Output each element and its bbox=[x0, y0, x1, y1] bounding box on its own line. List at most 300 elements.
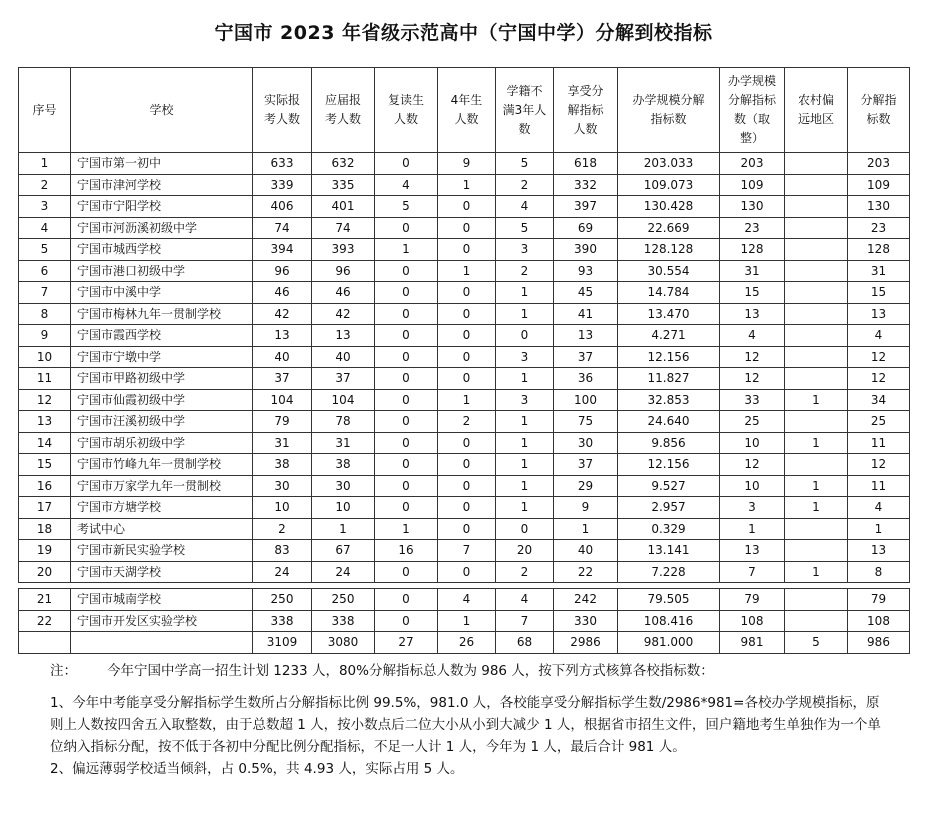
cell-four: 1 bbox=[438, 389, 496, 411]
table-row bbox=[19, 368, 910, 390]
cell-eligible: 100 bbox=[554, 389, 618, 411]
cell-scale: 11.827 bbox=[618, 368, 720, 390]
table-row bbox=[19, 610, 910, 632]
cell-scale-int: 23 bbox=[720, 217, 785, 239]
cell-school: 宁国市宁墩中学 bbox=[71, 346, 253, 368]
cell-fresh: 42 bbox=[312, 303, 375, 325]
cell-rural bbox=[785, 239, 848, 261]
cell-four: 1 bbox=[438, 174, 496, 196]
header-cell: 序号 bbox=[19, 68, 71, 153]
cell-actual: 38 bbox=[253, 454, 312, 476]
cell-repeat: 5 bbox=[375, 196, 438, 218]
cell-four: 7 bbox=[438, 540, 496, 562]
cell-scale: 203.033 bbox=[618, 153, 720, 175]
cell-scale-int: 12 bbox=[720, 454, 785, 476]
cell-no: 3 bbox=[19, 196, 71, 218]
cell-scale: 22.669 bbox=[618, 217, 720, 239]
cell-school: 宁国市津河学校 bbox=[71, 174, 253, 196]
cell-quota: 130 bbox=[848, 196, 910, 218]
cell-scale-int: 79 bbox=[720, 589, 785, 611]
table-row bbox=[19, 239, 910, 261]
cell-fresh: 30 bbox=[312, 475, 375, 497]
cell-repeat: 0 bbox=[375, 589, 438, 611]
cell-quota: 79 bbox=[848, 589, 910, 611]
cell-repeat: 16 bbox=[375, 540, 438, 562]
cell-no bbox=[19, 632, 71, 654]
header-cell: 实际报考人数 bbox=[253, 68, 312, 153]
cell-actual: 10 bbox=[253, 497, 312, 519]
table-row bbox=[19, 303, 910, 325]
cell-short: 2 bbox=[496, 260, 554, 282]
cell-no: 16 bbox=[19, 475, 71, 497]
cell-no: 17 bbox=[19, 497, 71, 519]
cell-eligible: 390 bbox=[554, 239, 618, 261]
cell-eligible: 1 bbox=[554, 518, 618, 540]
cell-scale: 2.957 bbox=[618, 497, 720, 519]
cell-fresh: 393 bbox=[312, 239, 375, 261]
cell-short: 1 bbox=[496, 411, 554, 433]
quota-table bbox=[18, 67, 910, 654]
cell-short: 5 bbox=[496, 153, 554, 175]
cell-no: 19 bbox=[19, 540, 71, 562]
cell-school: 宁国市开发区实验学校 bbox=[71, 610, 253, 632]
cell-rural bbox=[785, 540, 848, 562]
cell-four: 0 bbox=[438, 325, 496, 347]
cell-scale-int: 4 bbox=[720, 325, 785, 347]
cell-eligible: 41 bbox=[554, 303, 618, 325]
cell-eligible: 45 bbox=[554, 282, 618, 304]
cell-scale-int: 12 bbox=[720, 346, 785, 368]
cell-no: 10 bbox=[19, 346, 71, 368]
cell-four: 1 bbox=[438, 610, 496, 632]
cell-rural bbox=[785, 325, 848, 347]
cell-rural bbox=[785, 411, 848, 433]
cell-four: 0 bbox=[438, 346, 496, 368]
cell-repeat: 0 bbox=[375, 260, 438, 282]
cell-four: 0 bbox=[438, 368, 496, 390]
header-cell: 复读生人数 bbox=[375, 68, 438, 153]
cell-repeat: 0 bbox=[375, 432, 438, 454]
cell-four: 0 bbox=[438, 217, 496, 239]
cell-rural bbox=[785, 153, 848, 175]
cell-eligible: 40 bbox=[554, 540, 618, 562]
cell-no: 11 bbox=[19, 368, 71, 390]
cell-fresh: 10 bbox=[312, 497, 375, 519]
cell-four: 26 bbox=[438, 632, 496, 654]
cell-actual: 394 bbox=[253, 239, 312, 261]
cell-rural bbox=[785, 346, 848, 368]
cell-no: 6 bbox=[19, 260, 71, 282]
cell-short: 3 bbox=[496, 239, 554, 261]
cell-repeat: 4 bbox=[375, 174, 438, 196]
cell-scale-int: 108 bbox=[720, 610, 785, 632]
cell-eligible: 29 bbox=[554, 475, 618, 497]
cell-rural bbox=[785, 282, 848, 304]
cell-scale-int: 7 bbox=[720, 561, 785, 583]
cell-scale: 128.128 bbox=[618, 239, 720, 261]
cell-quota: 128 bbox=[848, 239, 910, 261]
cell-rural bbox=[785, 589, 848, 611]
cell-actual: 24 bbox=[253, 561, 312, 583]
cell-eligible: 332 bbox=[554, 174, 618, 196]
cell-scale: 108.416 bbox=[618, 610, 720, 632]
cell-no: 2 bbox=[19, 174, 71, 196]
page-title: 宁国市 2023 年省级示范高中（宁国中学）分解到校指标 bbox=[214, 22, 713, 44]
cell-school: 宁国市中溪中学 bbox=[71, 282, 253, 304]
cell-fresh: 401 bbox=[312, 196, 375, 218]
cell-fresh: 38 bbox=[312, 454, 375, 476]
header-cell: 办学规模分解指标数（取整） bbox=[720, 68, 785, 153]
cell-short: 3 bbox=[496, 389, 554, 411]
cell-repeat: 0 bbox=[375, 497, 438, 519]
table-row bbox=[19, 174, 910, 196]
cell-four: 0 bbox=[438, 282, 496, 304]
cell-fresh: 67 bbox=[312, 540, 375, 562]
cell-quota: 34 bbox=[848, 389, 910, 411]
cell-repeat: 0 bbox=[375, 346, 438, 368]
cell-short: 0 bbox=[496, 325, 554, 347]
cell-scale-int: 25 bbox=[720, 411, 785, 433]
cell-four: 0 bbox=[438, 454, 496, 476]
table-row bbox=[19, 389, 910, 411]
cell-school: 宁国市新民实验学校 bbox=[71, 540, 253, 562]
cell-short: 20 bbox=[496, 540, 554, 562]
cell-four: 0 bbox=[438, 561, 496, 583]
table-row bbox=[19, 454, 910, 476]
cell-school: 宁国市胡乐初级中学 bbox=[71, 432, 253, 454]
cell-eligible: 618 bbox=[554, 153, 618, 175]
note-item-2: 2、偏远薄弱学校适当倾斜，占 0.5%，共 4.93 人，实际占用 5 人。 bbox=[50, 761, 464, 777]
cell-scale: 981.000 bbox=[618, 632, 720, 654]
cell-short: 1 bbox=[496, 497, 554, 519]
cell-scale: 30.554 bbox=[618, 260, 720, 282]
cell-no: 5 bbox=[19, 239, 71, 261]
cell-scale-int: 13 bbox=[720, 303, 785, 325]
cell-repeat: 0 bbox=[375, 454, 438, 476]
cell-eligible: 2986 bbox=[554, 632, 618, 654]
cell-actual: 633 bbox=[253, 153, 312, 175]
cell-short: 1 bbox=[496, 454, 554, 476]
table-row bbox=[19, 325, 910, 347]
cell-fresh: 13 bbox=[312, 325, 375, 347]
cell-school: 宁国市甲路初级中学 bbox=[71, 368, 253, 390]
cell-repeat: 0 bbox=[375, 282, 438, 304]
table-row bbox=[19, 561, 910, 583]
cell-scale: 12.156 bbox=[618, 346, 720, 368]
cell-four: 0 bbox=[438, 239, 496, 261]
cell-rural: 1 bbox=[785, 561, 848, 583]
cell-actual: 37 bbox=[253, 368, 312, 390]
cell-scale-int: 3 bbox=[720, 497, 785, 519]
cell-actual: 339 bbox=[253, 174, 312, 196]
header-cell: 享受分解指标人数 bbox=[554, 68, 618, 153]
cell-eligible: 330 bbox=[554, 610, 618, 632]
cell-school: 宁国市仙霞初级中学 bbox=[71, 389, 253, 411]
table-row bbox=[19, 411, 910, 433]
table-row bbox=[19, 518, 910, 540]
table-row bbox=[19, 540, 910, 562]
cell-four: 2 bbox=[438, 411, 496, 433]
cell-scale-int: 33 bbox=[720, 389, 785, 411]
cell-scale: 12.156 bbox=[618, 454, 720, 476]
cell-actual: 46 bbox=[253, 282, 312, 304]
cell-actual: 250 bbox=[253, 589, 312, 611]
cell-fresh: 1 bbox=[312, 518, 375, 540]
cell-no: 9 bbox=[19, 325, 71, 347]
cell-school: 宁国市汪溪初级中学 bbox=[71, 411, 253, 433]
cell-scale: 9.527 bbox=[618, 475, 720, 497]
cell-no: 7 bbox=[19, 282, 71, 304]
cell-quota: 15 bbox=[848, 282, 910, 304]
cell-short: 1 bbox=[496, 475, 554, 497]
note-intro: 注： 今年宁国中学高一招生计划 1233 人，80%分解指标总人数为 986 人，按下列方式核算各校指标数： bbox=[50, 663, 714, 679]
cell-quota: 13 bbox=[848, 540, 910, 562]
cell-actual: 104 bbox=[253, 389, 312, 411]
header-cell: 学校 bbox=[71, 68, 253, 153]
cell-eligible: 9 bbox=[554, 497, 618, 519]
cell-eligible: 69 bbox=[554, 217, 618, 239]
cell-scale-int: 13 bbox=[720, 540, 785, 562]
cell-no: 20 bbox=[19, 561, 71, 583]
cell-eligible: 22 bbox=[554, 561, 618, 583]
cell-scale-int: 109 bbox=[720, 174, 785, 196]
cell-four: 0 bbox=[438, 432, 496, 454]
cell-rural: 1 bbox=[785, 497, 848, 519]
cell-school: 宁国市港口初级中学 bbox=[71, 260, 253, 282]
cell-scale: 79.505 bbox=[618, 589, 720, 611]
cell-eligible: 37 bbox=[554, 454, 618, 476]
cell-quota: 23 bbox=[848, 217, 910, 239]
cell-quota: 11 bbox=[848, 432, 910, 454]
cell-quota: 25 bbox=[848, 411, 910, 433]
cell-four: 0 bbox=[438, 518, 496, 540]
cell-repeat: 0 bbox=[375, 389, 438, 411]
cell-no: 1 bbox=[19, 153, 71, 175]
cell-actual: 30 bbox=[253, 475, 312, 497]
cell-eligible: 30 bbox=[554, 432, 618, 454]
cell-four: 0 bbox=[438, 497, 496, 519]
cell-repeat: 1 bbox=[375, 518, 438, 540]
cell-fresh: 37 bbox=[312, 368, 375, 390]
table-row bbox=[19, 432, 910, 454]
cell-eligible: 397 bbox=[554, 196, 618, 218]
cell-school: 宁国市天湖学校 bbox=[71, 561, 253, 583]
cell-scale-int: 10 bbox=[720, 475, 785, 497]
table-row bbox=[19, 346, 910, 368]
cell-fresh: 335 bbox=[312, 174, 375, 196]
table-row bbox=[19, 260, 910, 282]
cell-scale-int: 130 bbox=[720, 196, 785, 218]
cell-eligible: 36 bbox=[554, 368, 618, 390]
cell-scale: 13.141 bbox=[618, 540, 720, 562]
cell-quota: 109 bbox=[848, 174, 910, 196]
cell-no: 22 bbox=[19, 610, 71, 632]
cell-repeat: 0 bbox=[375, 368, 438, 390]
cell-scale: 4.271 bbox=[618, 325, 720, 347]
cell-eligible: 37 bbox=[554, 346, 618, 368]
cell-no: 21 bbox=[19, 589, 71, 611]
cell-short: 1 bbox=[496, 368, 554, 390]
cell-short: 3 bbox=[496, 346, 554, 368]
cell-scale: 0.329 bbox=[618, 518, 720, 540]
cell-scale-int: 31 bbox=[720, 260, 785, 282]
cell-quota: 12 bbox=[848, 454, 910, 476]
cell-fresh: 96 bbox=[312, 260, 375, 282]
cell-scale-int: 15 bbox=[720, 282, 785, 304]
cell-quota: 31 bbox=[848, 260, 910, 282]
cell-rural bbox=[785, 217, 848, 239]
cell-quota: 203 bbox=[848, 153, 910, 175]
cell-eligible: 242 bbox=[554, 589, 618, 611]
cell-school: 考试中心 bbox=[71, 518, 253, 540]
cell-fresh: 40 bbox=[312, 346, 375, 368]
cell-short: 1 bbox=[496, 432, 554, 454]
cell-scale: 7.228 bbox=[618, 561, 720, 583]
cell-scale: 13.470 bbox=[618, 303, 720, 325]
cell-short: 1 bbox=[496, 282, 554, 304]
cell-scale-int: 128 bbox=[720, 239, 785, 261]
cell-fresh: 250 bbox=[312, 589, 375, 611]
cell-four: 9 bbox=[438, 153, 496, 175]
table-row bbox=[19, 475, 910, 497]
cell-short: 0 bbox=[496, 518, 554, 540]
cell-eligible: 93 bbox=[554, 260, 618, 282]
header-cell: 应届报考人数 bbox=[312, 68, 375, 153]
table-row bbox=[19, 497, 910, 519]
cell-short: 2 bbox=[496, 174, 554, 196]
cell-scale-int: 10 bbox=[720, 432, 785, 454]
header-cell: 农村偏远地区 bbox=[785, 68, 848, 153]
header-cell: 学籍不满3年人数 bbox=[496, 68, 554, 153]
cell-rural bbox=[785, 196, 848, 218]
cell-fresh: 338 bbox=[312, 610, 375, 632]
cell-scale: 109.073 bbox=[618, 174, 720, 196]
total-row bbox=[19, 632, 910, 654]
cell-eligible: 13 bbox=[554, 325, 618, 347]
cell-rural bbox=[785, 260, 848, 282]
cell-quota: 11 bbox=[848, 475, 910, 497]
cell-repeat: 0 bbox=[375, 475, 438, 497]
cell-school: 宁国市万家学九年一贯制校 bbox=[71, 475, 253, 497]
cell-repeat: 0 bbox=[375, 610, 438, 632]
cell-repeat: 0 bbox=[375, 303, 438, 325]
cell-repeat: 0 bbox=[375, 153, 438, 175]
cell-rural bbox=[785, 610, 848, 632]
cell-short: 1 bbox=[496, 303, 554, 325]
cell-rural bbox=[785, 454, 848, 476]
cell-scale: 32.853 bbox=[618, 389, 720, 411]
cell-fresh: 74 bbox=[312, 217, 375, 239]
cell-quota: 4 bbox=[848, 497, 910, 519]
cell-rural bbox=[785, 518, 848, 540]
table-row bbox=[19, 282, 910, 304]
cell-short: 4 bbox=[496, 589, 554, 611]
cell-actual: 3109 bbox=[253, 632, 312, 654]
cell-repeat: 0 bbox=[375, 217, 438, 239]
cell-rural bbox=[785, 303, 848, 325]
note-item-1: 1、今年中考能享受分解指标学生数所占分解指标比例 99.5%，981.0 人，各校能享受分解指标学生数/2986*981=各校办学规模指标，原则上人数按四舍五入取整数，由于总数超 1 人，按小数点后二位大小从小到大减少 1 人，根据省市招生文件，回户籍地考生单独作为一个单位纳入指标分配，按不低于各初中分配比例分配指标，不足一人计 1 人，今年为 1 人，最后合计 981 人。 bbox=[50, 695, 881, 755]
cell-short: 68 bbox=[496, 632, 554, 654]
cell-eligible: 75 bbox=[554, 411, 618, 433]
cell-rural bbox=[785, 368, 848, 390]
cell-rural: 1 bbox=[785, 432, 848, 454]
cell-repeat: 0 bbox=[375, 561, 438, 583]
cell-no: 12 bbox=[19, 389, 71, 411]
cell-fresh: 24 bbox=[312, 561, 375, 583]
notes-section bbox=[50, 660, 890, 780]
cell-fresh: 31 bbox=[312, 432, 375, 454]
cell-rural: 1 bbox=[785, 475, 848, 497]
cell-scale: 24.640 bbox=[618, 411, 720, 433]
cell-fresh: 3080 bbox=[312, 632, 375, 654]
cell-no: 14 bbox=[19, 432, 71, 454]
cell-no: 13 bbox=[19, 411, 71, 433]
cell-quota: 986 bbox=[848, 632, 910, 654]
cell-repeat: 0 bbox=[375, 411, 438, 433]
cell-quota: 12 bbox=[848, 346, 910, 368]
cell-actual: 31 bbox=[253, 432, 312, 454]
cell-school: 宁国市梅林九年一贯制学校 bbox=[71, 303, 253, 325]
cell-actual: 13 bbox=[253, 325, 312, 347]
cell-school bbox=[71, 632, 253, 654]
cell-four: 4 bbox=[438, 589, 496, 611]
cell-scale: 130.428 bbox=[618, 196, 720, 218]
cell-rural: 5 bbox=[785, 632, 848, 654]
table-row bbox=[19, 217, 910, 239]
table-row bbox=[19, 589, 910, 611]
cell-short: 4 bbox=[496, 196, 554, 218]
cell-scale-int: 1 bbox=[720, 518, 785, 540]
cell-scale-int: 981 bbox=[720, 632, 785, 654]
cell-actual: 74 bbox=[253, 217, 312, 239]
cell-four: 1 bbox=[438, 260, 496, 282]
cell-actual: 40 bbox=[253, 346, 312, 368]
cell-school: 宁国市城西学校 bbox=[71, 239, 253, 261]
cell-short: 5 bbox=[496, 217, 554, 239]
cell-actual: 83 bbox=[253, 540, 312, 562]
cell-actual: 42 bbox=[253, 303, 312, 325]
cell-school: 宁国市河沥溪初级中学 bbox=[71, 217, 253, 239]
cell-no: 18 bbox=[19, 518, 71, 540]
cell-school: 宁国市第一初中 bbox=[71, 153, 253, 175]
cell-actual: 79 bbox=[253, 411, 312, 433]
cell-school: 宁国市宁阳学校 bbox=[71, 196, 253, 218]
cell-scale-int: 12 bbox=[720, 368, 785, 390]
cell-rural bbox=[785, 174, 848, 196]
header-cell: 4年生人数 bbox=[438, 68, 496, 153]
header-cell: 办学规模分解指标数 bbox=[618, 68, 720, 153]
cell-actual: 2 bbox=[253, 518, 312, 540]
cell-short: 2 bbox=[496, 561, 554, 583]
table-row bbox=[19, 196, 910, 218]
cell-repeat: 0 bbox=[375, 325, 438, 347]
cell-repeat: 27 bbox=[375, 632, 438, 654]
cell-scale: 9.856 bbox=[618, 432, 720, 454]
cell-school: 宁国市竹峰九年一贯制学校 bbox=[71, 454, 253, 476]
cell-school: 宁国市方塘学校 bbox=[71, 497, 253, 519]
cell-short: 7 bbox=[496, 610, 554, 632]
cell-actual: 96 bbox=[253, 260, 312, 282]
cell-scale: 14.784 bbox=[618, 282, 720, 304]
cell-four: 0 bbox=[438, 475, 496, 497]
cell-quota: 1 bbox=[848, 518, 910, 540]
cell-fresh: 78 bbox=[312, 411, 375, 433]
cell-fresh: 46 bbox=[312, 282, 375, 304]
cell-quota: 4 bbox=[848, 325, 910, 347]
cell-fresh: 632 bbox=[312, 153, 375, 175]
cell-no: 15 bbox=[19, 454, 71, 476]
cell-no: 4 bbox=[19, 217, 71, 239]
